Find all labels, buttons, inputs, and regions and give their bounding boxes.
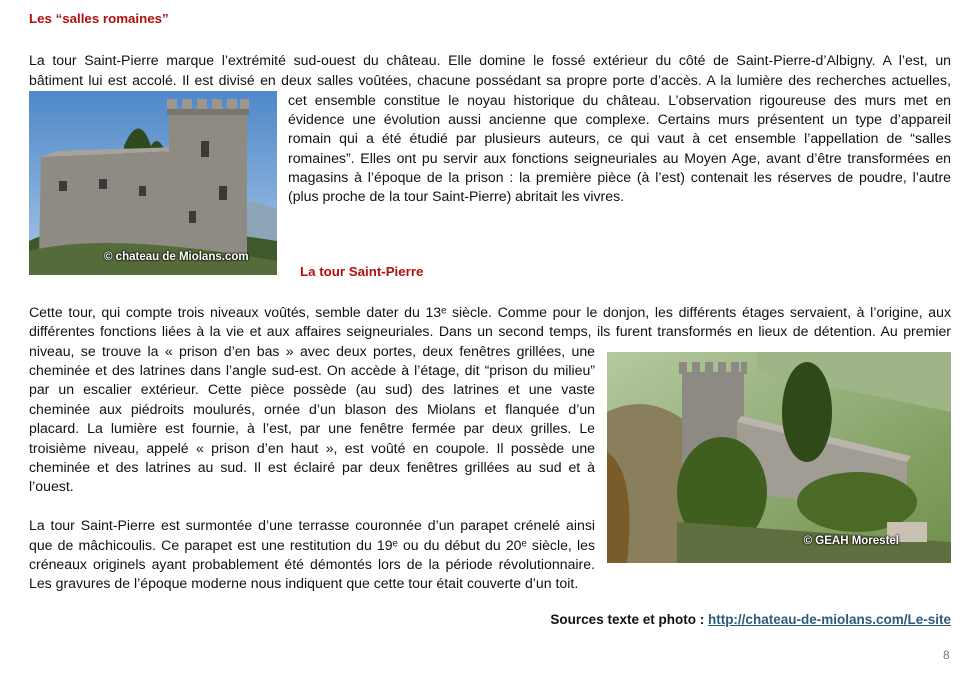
paragraph-line: La tour Saint-Pierre marque l’extrémité sud-ouest du château. Elle domine le fossé extérieur du côté de Saint-Pierre-d’Albigny. A l’est, un (29, 52, 951, 68)
paragraph-line: magasins à l’époque de la prison : la première pièce (à l’est) contenait les réserves de poudre, l’autre (288, 169, 951, 185)
paragraph-line: que de mâchicoulis. Ce parapet est une restitution du 19ᵉ ou du début du 20ᵉ siècle, les (29, 537, 595, 553)
paragraph-line: évidence une évolution aussi ancienne que complexe. Certains murs présentent un type d’appareil (288, 111, 951, 127)
paragraph-line: placard. La lumière est fournie, à l’est, par une fenêtre fermée par deux grilles. Le (29, 420, 595, 436)
paragraph-line: La tour Saint-Pierre est surmontée d’une terrasse couronnée d’un parapet crénelé ainsi (29, 517, 595, 533)
photo-tour-saint-pierre-salles-romaines (29, 91, 277, 275)
paragraph-line: cheminée et des latrines dans l’angle sud-est. On accède à l’étage, dit “prison du milieu” (29, 362, 595, 378)
paragraph-line: l’ouest. (29, 478, 74, 494)
castle-photo-image (29, 91, 277, 275)
paragraph-line: différentes fonctions liées à la vie et aux affaires seigneuriales. Dans un second temps, ils furent transformés en lieux de détention. Au premier (29, 323, 951, 339)
photo-tour-saint-pierre-aerial (607, 352, 951, 563)
paragraph-line: Les gravures de l’époque moderne nous indiquent que cette tour était couverte d’un toit. (29, 575, 579, 591)
paragraph-line: romaines”. Elles ont pu servir aux fonctions seigneuriales au Moyen Age, avant d’être transformées en (288, 150, 951, 166)
paragraph-line: par un escalier extérieur. Cette pièce possède (au sud) des latrines et une vaste (29, 381, 595, 397)
paragraph-line: créneaux originels ayant probablement été démontés lors de la période révolutionnaire. (29, 556, 595, 572)
paragraph-line: cheminée et des latrines au sud. Il est éclairé par deux fenêtres grillées au sud et à (29, 459, 595, 475)
sources-line (550, 612, 951, 627)
section-heading-salles-romaines: Les “salles romaines” (29, 11, 169, 26)
section-heading-tour-saint-pierre: La tour Saint-Pierre (300, 264, 424, 279)
paragraph-line: niveau, se trouve la « prison d’en bas » avec deux portes, deux fenêtres grillées, une (29, 343, 595, 359)
paragraph-line: (plus proche de la tour Saint-Pierre) abritait les vivres. (288, 188, 625, 204)
castle-aerial-photo-image (607, 352, 951, 563)
paragraph-line: cheminée aux piédroits moulurés, ornée d’un blason des Miolans et flanquée d’un (29, 401, 595, 417)
paragraph-line: troisième niveau, appelé « prison d’en haut », est voûté en coupole. Il possède une (29, 440, 595, 456)
photo-credit: © chateau de Miolans.com (104, 251, 249, 263)
photo-credit: © GEAH Morestel (803, 535, 899, 547)
paragraph-line: romain qui a été étudié par plusieurs auteurs, ce qui vaut à cet ensemble l’appellation de “salles (288, 130, 951, 146)
paragraph-line: bâtiment lui est accolé. Il est divisé en deux salles voûtées, chacune possédant sa propre porte d’accès. A la lumière des recherches actuelles, (29, 72, 951, 88)
sources-label: Sources texte et photo : (550, 612, 708, 627)
page-number: 8 (943, 648, 950, 662)
sources-link[interactable]: http://chateau-de-miolans.com/Le-site (707, 612, 951, 627)
paragraph-line: cet ensemble constitue le noyau historique du château. L’observation rigoureuse des murs met en (288, 92, 951, 108)
paragraph-line: Cette tour, qui compte trois niveaux voûtés, semble dater du 13ᵉ siècle. Comme pour le donjon, les différents étages servaient, à l’origine, aux (29, 304, 951, 320)
